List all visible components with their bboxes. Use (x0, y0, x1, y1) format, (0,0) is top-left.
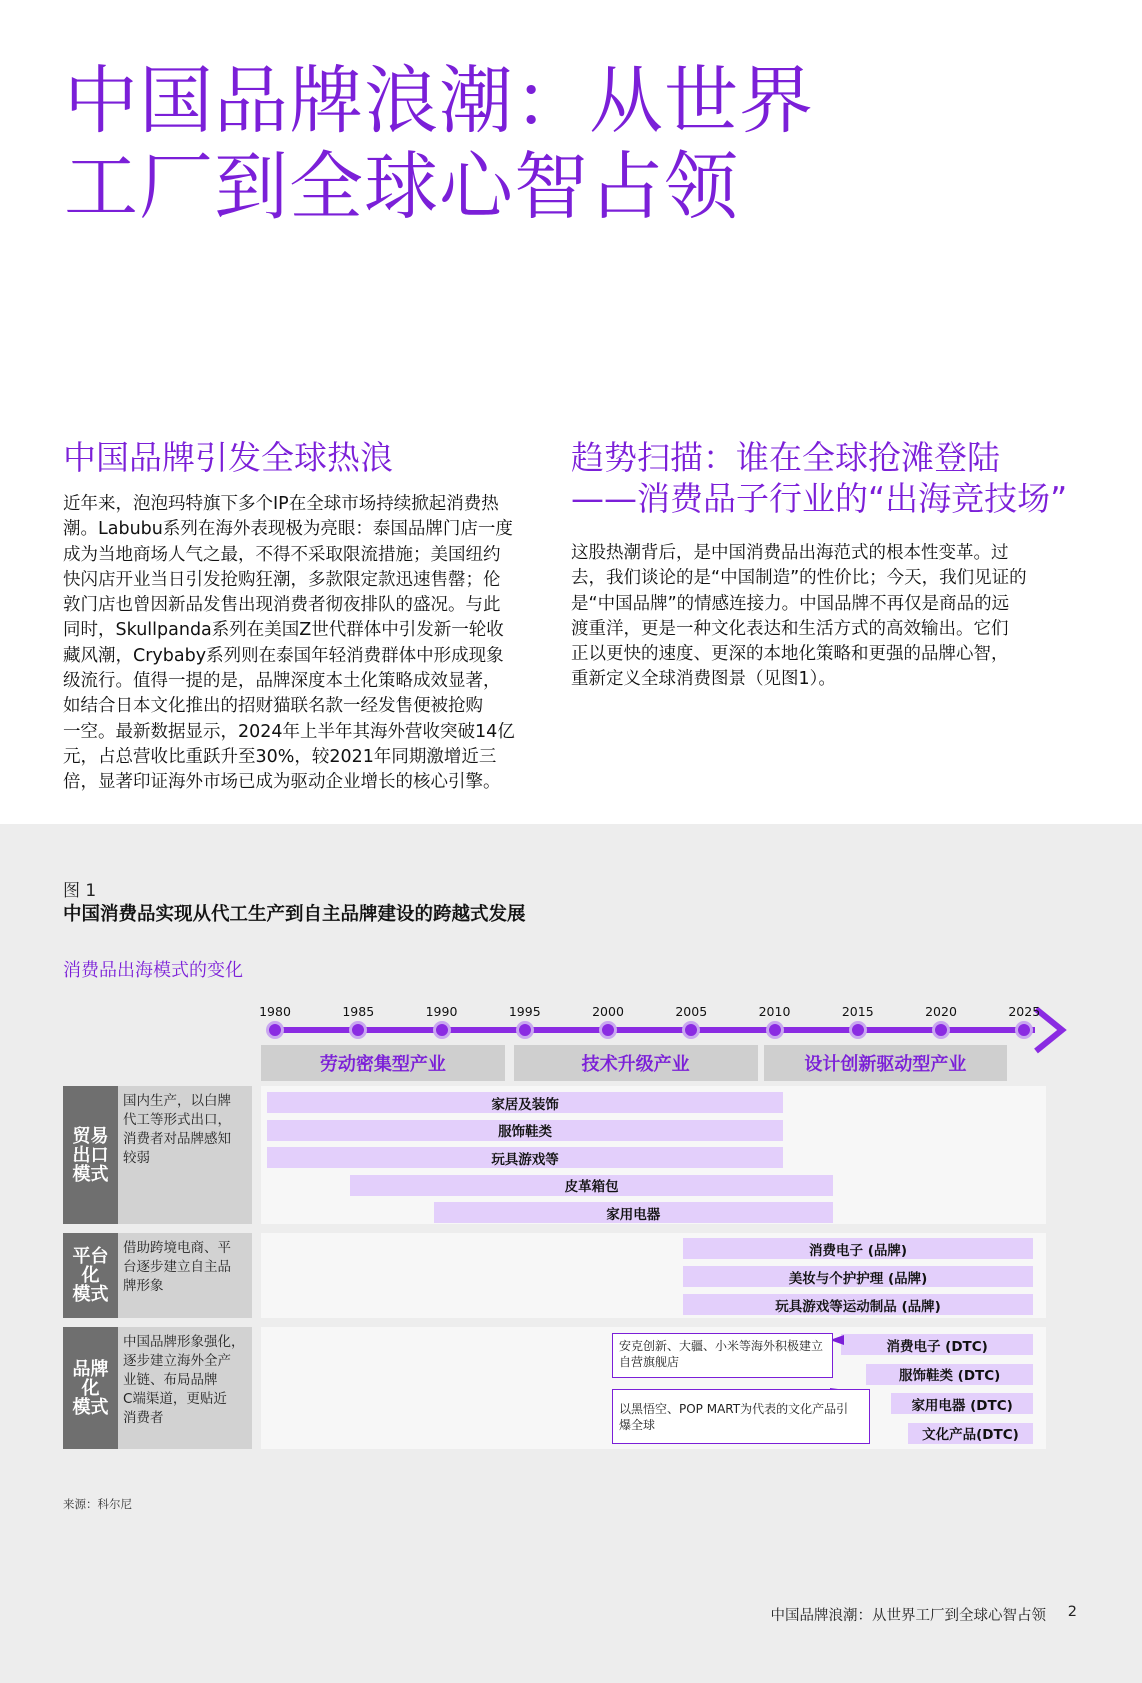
mode-desc-line: 代工等形式出口， (123, 1112, 231, 1128)
year-tick-label: 2010 (758, 1004, 791, 1019)
era-label: 设计创新驱动型产业 (764, 1045, 1008, 1081)
left-line: 一空。最新数据显示，2024年上半年其海外营收突破14亿 (63, 721, 515, 742)
right-section-heading (571, 437, 1071, 519)
left-line: 成为当地商场人气之最，不得不采取限流措施；美国纽约 (63, 544, 501, 565)
mode-label-line: 化 (81, 1265, 100, 1286)
timeline-bar: 家居及装饰 (267, 1092, 783, 1113)
right-line: 是“中国品牌”的情感连接力。中国品牌不再仅是商品的远 (571, 593, 1010, 614)
timeline-bar: 家用电器 (434, 1202, 834, 1223)
timeline-bar: 家用电器 (DTC) (891, 1393, 1033, 1414)
callout-line: 自营旗舰店 (619, 1355, 680, 1369)
footer-title: 中国品牌浪潮：从世界工厂到全球心智占领 (770, 1608, 1046, 1624)
mode-desc-brand (118, 1327, 252, 1449)
mode-desc-line: 台逐步建立自主品 (123, 1259, 231, 1275)
callout-line: 安克创新、大疆、小米等海外积极建立 (619, 1339, 824, 1353)
left-line: 快闪店开业当日引发抢购狂潮，多款限定款迅速售罄；伦 (63, 569, 501, 590)
figure-label: 图 1 (63, 881, 97, 901)
left-line: 如结合日本文化推出的招财猫联名款一经发售便被抢购 (63, 696, 483, 717)
right-line: 这股热潮背后，是中国消费品出海范式的根本性变革。过 (571, 543, 1009, 563)
mode-desc-line: 业链、布局品牌 (123, 1372, 218, 1388)
timeline-dot (1015, 1021, 1033, 1039)
mode-desc-line: 牌形象 (123, 1278, 164, 1294)
figure-title: 中国消费品实现从代工生产到自主品牌建设的跨越式发展 (63, 904, 526, 925)
page-title (64, 58, 964, 230)
right-line: 渡重洋，更是一种文化表达和生活方式的高效输出。它们 (571, 618, 1009, 639)
mode-label-line: 平台 (72, 1246, 109, 1267)
year-tick-label: 1980 (259, 1004, 291, 1019)
mode-desc-line: 消费者对品牌感知 (123, 1131, 231, 1147)
year-tick-label: 1985 (342, 1004, 375, 1019)
right-heading-line-1: 趋势扫描：谁在全球抢滩登陆 (571, 438, 1000, 477)
page-number: 2 (1067, 1604, 1077, 1620)
left-line: 倍，显著印证海外市场已成为驱动企业增长的核心引擎。 (63, 772, 501, 793)
left-line: 藏风潮，Crybaby系列则在泰国年轻消费群体中形成现象 (63, 645, 504, 666)
title-line-1: 中国品牌浪潮：从世界 (64, 58, 814, 144)
right-heading-line-2: ——消费品子行业的“出海竞技场” (571, 479, 1068, 518)
timeline-bar: 服饰鞋类 (DTC) (866, 1364, 1033, 1385)
mode-desc-line: 借助跨境电商、平 (123, 1240, 231, 1256)
callout-1 (612, 1333, 833, 1378)
left-section-heading: 中国品牌引发全球热浪 (63, 438, 393, 477)
timeline-bar: 消费电子 (品牌) (683, 1238, 1033, 1259)
mode-label-line: 模式 (72, 1284, 109, 1305)
figure-subtitle: 消费品出海模式的变化 (63, 960, 243, 981)
year-tick-label: 2005 (675, 1004, 708, 1019)
timeline-bar: 服饰鞋类 (267, 1120, 783, 1141)
mode-label-line: 化 (81, 1377, 100, 1399)
timeline-bar: 玩具游戏等 (267, 1147, 783, 1168)
mode-label-platform (63, 1233, 118, 1318)
left-line: 元，占总营收比重跃升至30%，较2021年同期激增近三 (63, 746, 497, 767)
timeline-dot (266, 1021, 284, 1039)
era-label: 技术升级产业 (514, 1045, 758, 1081)
timeline-bar: 美妆与个护护理 (品牌) (683, 1266, 1033, 1287)
year-tick-label: 1990 (425, 1004, 458, 1019)
year-tick-label: 1995 (508, 1004, 541, 1019)
year-tick-label: 2015 (841, 1004, 874, 1019)
timeline-dot (766, 1021, 784, 1039)
left-section (63, 437, 553, 796)
mode-desc-platform (118, 1233, 252, 1318)
left-line: 同时，Skullpanda系列在美国Z世代群体中引发新一轮收 (63, 620, 504, 641)
right-section (571, 437, 1071, 693)
mode-desc-line: C端渠道，更贴近 (123, 1391, 227, 1407)
timeline-bar: 玩具游戏等运动制品 (品牌) (683, 1294, 1033, 1315)
callout-line: 以黑悟空、POP MART为代表的文化产品引 (619, 1402, 849, 1416)
timeline-axis-line (275, 1027, 1035, 1033)
left-line: 近年来，泡泡玛特旗下多个IP在全球市场持续掀起消费热 (63, 494, 499, 514)
year-tick-label: 2000 (592, 1004, 624, 1019)
mode-label-line: 品牌 (72, 1358, 109, 1380)
timeline-dot (433, 1021, 451, 1039)
mode-desc-trade (118, 1086, 252, 1224)
timeline-dot (349, 1021, 367, 1039)
right-line: 重新定义全球消费图景（见图1）。 (571, 669, 836, 690)
right-section-paragraph (571, 541, 1071, 693)
timeline-bar: 文化产品(DTC) (908, 1423, 1033, 1444)
timeline-dot (682, 1021, 700, 1039)
callout-2 (612, 1389, 870, 1444)
year-tick-label: 2020 (925, 1004, 957, 1019)
timeline-dot (516, 1021, 534, 1039)
left-line: 潮。Labubu系列在海外表现极为亮眼：泰国品牌门店一度 (63, 519, 513, 540)
mode-label-line: 模式 (72, 1163, 109, 1185)
figure-source: 来源：科尔尼 (63, 1497, 132, 1511)
right-line: 正以更快的速度、更深的本地化策略和更强的品牌心智， (571, 644, 1009, 665)
left-section-paragraph (63, 492, 553, 796)
left-line: 级流行。值得一提的是，品牌深度本土化策略成效显著， (63, 671, 501, 692)
mode-label-line: 模式 (72, 1396, 109, 1418)
callout-line: 爆全球 (619, 1418, 656, 1432)
timeline-dot (932, 1021, 950, 1039)
title-line-2: 工厂到全球心智占领 (64, 144, 739, 230)
mode-label-line: 出口 (72, 1144, 109, 1166)
mode-label-brand (63, 1327, 118, 1449)
mode-desc-line: 国内生产，以白牌 (123, 1093, 231, 1109)
mode-label-trade (63, 1086, 118, 1224)
mode-desc-line: 逐步建立海外全产 (123, 1353, 231, 1369)
timeline-dot (599, 1021, 617, 1039)
era-label: 劳动密集型产业 (261, 1045, 505, 1081)
left-line: 敦门店也曾因新品发售出现消费者彻夜排队的盛况。与此 (63, 595, 501, 616)
mode-desc-line: 中国品牌形象强化， (123, 1334, 245, 1350)
timeline-bar: 皮革箱包 (350, 1175, 833, 1196)
year-tick-label: 2025 (1008, 1004, 1041, 1019)
mode-desc-line: 消费者 (123, 1410, 164, 1426)
timeline-dot (849, 1021, 867, 1039)
timeline-bar: 消费电子 (DTC) (841, 1334, 1032, 1355)
mode-label-line: 贸易 (72, 1125, 109, 1147)
mode-desc-line: 较弱 (123, 1150, 150, 1166)
right-line: 去，我们谈论的是“中国制造”的性价比；今天，我们见证的 (571, 568, 1027, 589)
